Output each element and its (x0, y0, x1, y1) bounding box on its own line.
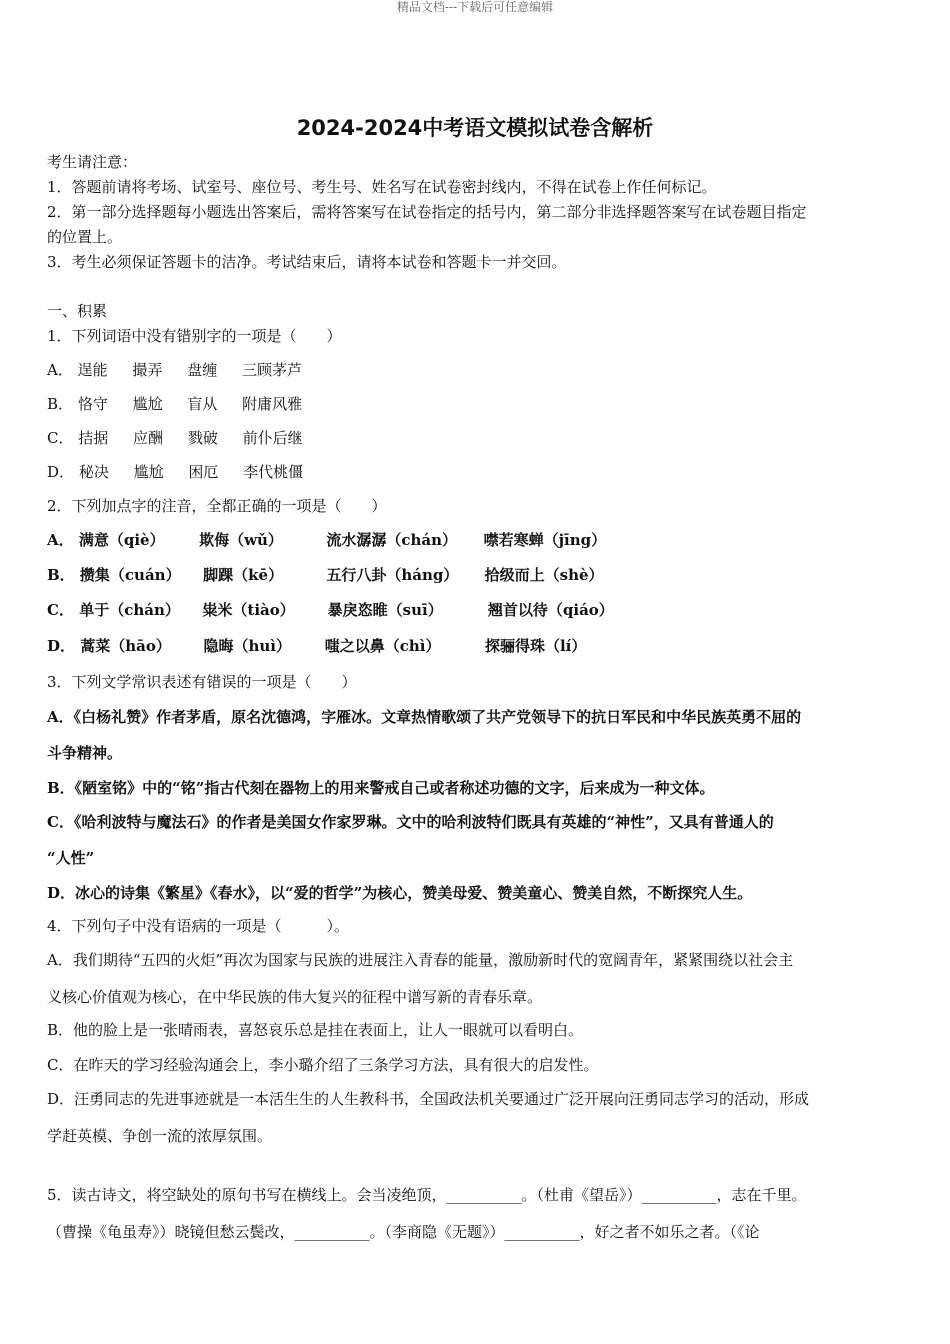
q2-option-d (47, 636, 586, 656)
option-word: 欺侮（wǔ） (199, 531, 283, 549)
q4-line: 义核心价值观为核心，在中华民族的伟大复兴的征程中谱写新的青春乐章。 (47, 988, 543, 1006)
q4-line: D．汪勇同志的先进事迹就是一本活生生的人生教科书，全国政法机关要通过广泛开展向汪勇同志学习的活动，形成 (47, 1090, 810, 1108)
option-label: D． (47, 637, 76, 655)
option-word: 攒集（cuán） (79, 566, 181, 584)
option-word: 蒿菜（hāo） (80, 637, 171, 655)
option-word: 拮据 (78, 429, 109, 447)
option-word: 五行八卦（háng） (326, 566, 459, 584)
q4-line: C．在昨天的学习经验沟通会上，李小璐介绍了三条学习方法，具有很大的启发性。 (47, 1056, 599, 1074)
option-word: 粜米（tiào） (202, 601, 295, 619)
option-label: C． (47, 429, 74, 447)
option-word: 隐晦（huì） (203, 637, 291, 655)
option-word: 尴尬 (132, 395, 163, 413)
q5-line: （曹操《龟虽寿》）晓镜但愁云鬓改，__________。（李商隐《无题》）__________，好之者不如乐之者。（《论 (47, 1223, 760, 1241)
option-word: 拾级而上（shè） (484, 566, 604, 584)
option-word: 应酬 (133, 429, 164, 447)
q2-stem: 2．下列加点字的注音，全都正确的一项是（ ） (47, 497, 387, 515)
q1-option-c (47, 428, 303, 448)
q2-option-c (47, 600, 614, 620)
option-label: B． (47, 395, 74, 413)
option-word: 逞能 (77, 361, 108, 379)
option-label: C． (47, 601, 74, 619)
option-word: 翘首以待（qiáo） (487, 601, 614, 619)
q4-stem: 4．下列句子中没有语病的一项是（ ）。 (47, 917, 350, 935)
page-header: 精品文档---下载后可任意编辑 (396, 0, 554, 14)
q4-line: A．我们期待“五四的火炬”再次为国家与民族的进展注入青春的能量，激励新时代的宽阔青年，紧紧围绕以社会主 (47, 951, 794, 969)
q3-line: “人性” (47, 849, 95, 867)
q4-line: B．他的脸上是一张晴雨表，喜怒哀乐总是挂在表面上，让人一眼就可以看明白。 (47, 1021, 584, 1039)
q1-option-b (47, 394, 302, 414)
option-word: 盘缠 (187, 361, 218, 379)
option-word: 盲从 (187, 395, 218, 413)
q3-line: 斗争精神。 (47, 744, 123, 762)
option-word: 尴尬 (133, 463, 164, 481)
option-word: 流水潺潺（chán） (326, 531, 458, 549)
q3-line: B．《陋室铭》中的“铭”指古代刻在器物上的用来警戒自己或者称述功德的文字，后来成为一种文体。 (47, 779, 715, 797)
option-word: 恪守 (77, 395, 108, 413)
page-title: 2024-2024中考语文模拟试卷含解析 (296, 116, 654, 140)
option-word: 戮破 (187, 429, 218, 447)
notice-item-3: 3．考生必须保证答题卡的洁净。考试结束后，请将本试卷和答题卡一并交回。 (47, 253, 567, 271)
option-label: B． (47, 566, 75, 584)
notice-heading: 考生请注意： (47, 153, 138, 171)
option-word: 附庸风雅 (242, 395, 303, 413)
option-word: 嗤之以鼻（chì） (324, 637, 441, 655)
q5-line: 5．读古诗文，将空缺处的原句书写在横线上。会当凌绝顶，__________。（杜甫《望岳》）__________，志在千里。 (47, 1186, 807, 1204)
q1-stem: 1．下列词语中没有错别字的一项是（ ） (47, 327, 342, 345)
q3-stem: 3．下列文学常识表述有错误的一项是（ ） (47, 673, 357, 691)
q3-line: C．《哈利波特与魔法石》的作者是美国女作家罗琳。文中的哈利波特们既具有英雄的“神性”，又具有普通人的 (47, 813, 774, 831)
option-word: 单于（chán） (79, 601, 180, 619)
notice-item-2-cont: 的位置上。 (47, 228, 123, 246)
option-label: D． (47, 463, 75, 481)
q3-line: A．《白杨礼赞》作者茅盾，原名沈德鸿，字雁冰。文章热情歌颂了共产党领导下的抗日军民和中华民族英勇不屈的 (47, 708, 802, 726)
q1-option-d (47, 462, 303, 482)
q4-line: 学赶英模、争创一流的浓厚氛围。 (47, 1127, 273, 1145)
q3-line: D．冰心的诗集《繁星》《春水》，以“爱的哲学”为核心，赞美母爱、赞美童心、赞美自然，不断探究人生。 (47, 884, 753, 902)
option-label: A． (47, 531, 74, 549)
q2-option-a (47, 530, 606, 550)
option-word: 困厄 (188, 463, 219, 481)
notice-item-1: 1．答题前请将考场、试室号、座位号、考生号、姓名写在试卷密封线内，不得在试卷上作任何标记。 (47, 178, 717, 196)
option-word: 三顾茅芦 (241, 361, 302, 379)
option-word: 满意（qiè） (78, 531, 165, 549)
option-word: 探骊得珠（lí） (484, 637, 587, 655)
option-word: 脚踝（kē） (203, 566, 284, 584)
option-word: 前仆后继 (242, 429, 303, 447)
option-word: 暴戾恣睢（suī） (327, 601, 443, 619)
option-word: 李代桃僵 (243, 463, 304, 481)
option-label: A． (47, 361, 73, 379)
notice-item-2: 2．第一部分选择题每小题选出答案后，需将答案写在试卷指定的括号内，第二部分非选择题答案写在试卷题目指定 (47, 203, 807, 221)
option-word: 撮弄 (132, 361, 163, 379)
option-word: 噤若寒蝉（jīng） (483, 531, 607, 549)
q2-option-b (47, 565, 604, 585)
section-heading: 一、积累 (47, 302, 108, 320)
q1-option-a (47, 360, 302, 380)
option-word: 秘决 (78, 463, 109, 481)
